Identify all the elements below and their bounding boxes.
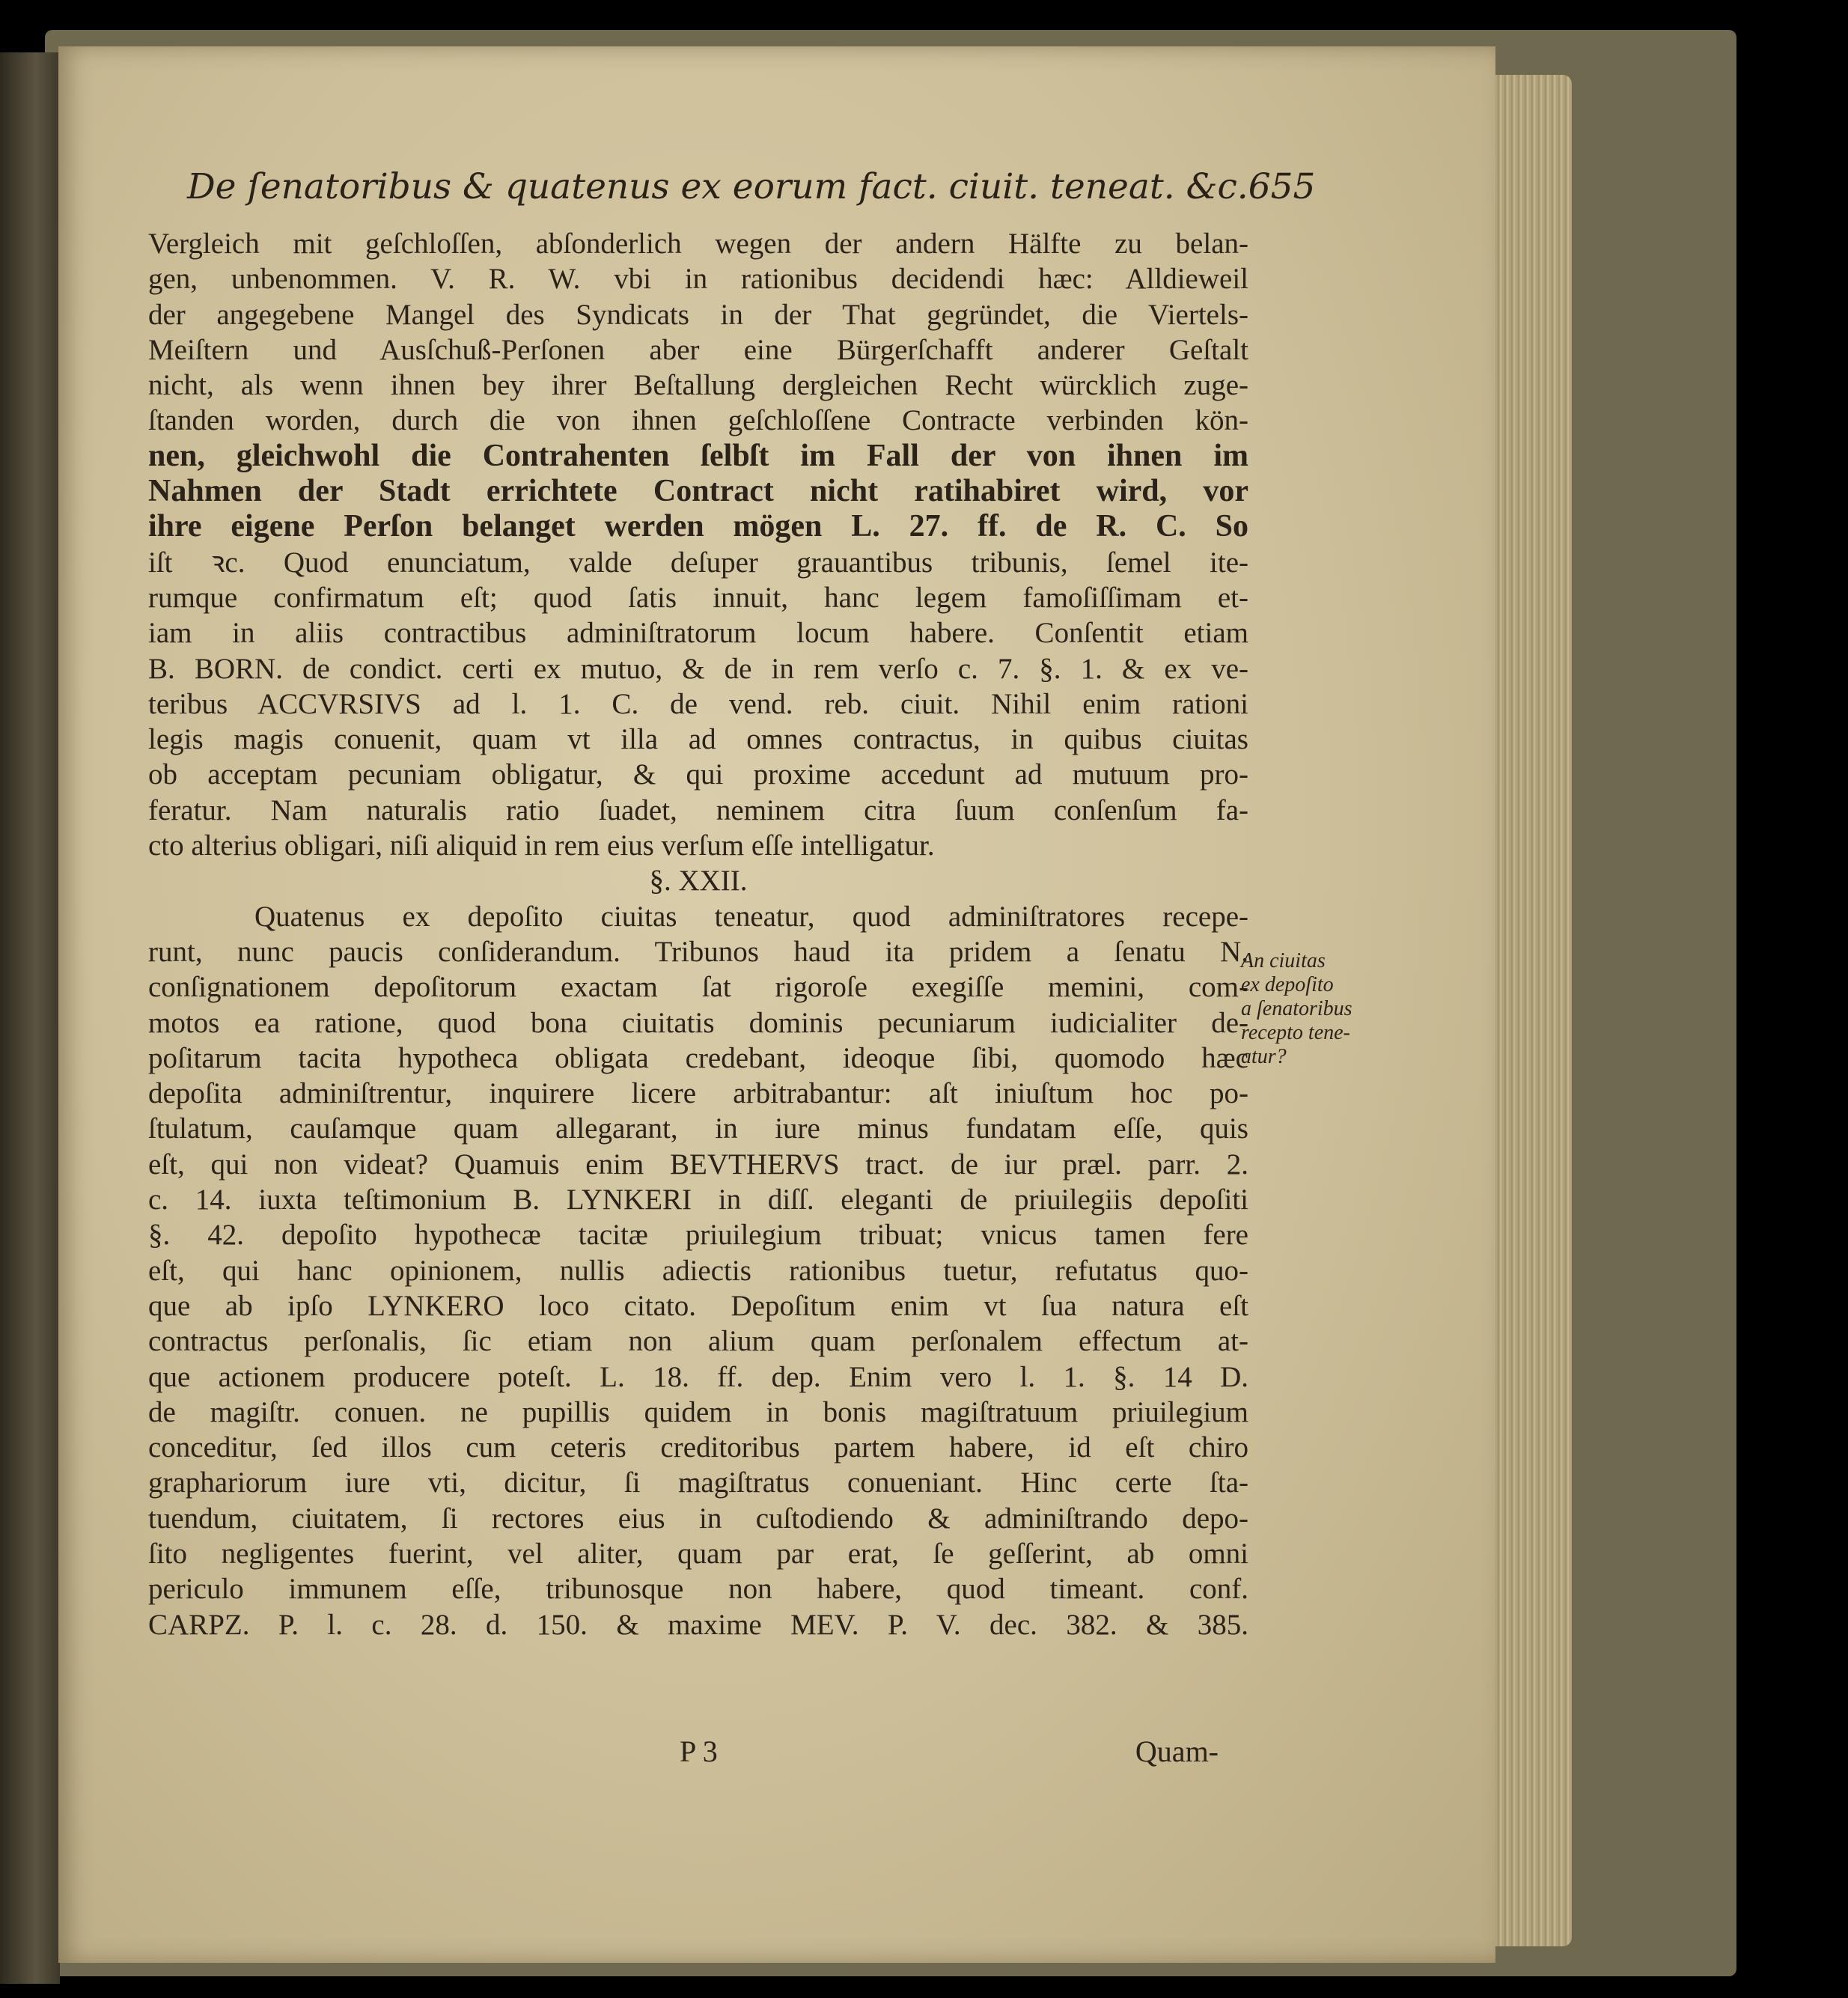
text-line: depoſita adminiſtrentur, inquirere licere arbitrabantur: aſt iniuſtum hoc po- — [148, 1077, 1248, 1110]
text-line: tuendum, ciuitatem, ſi rectores eius in cuſtodiendo & adminiſtrando depo- — [148, 1502, 1248, 1535]
text-line: poſitarum tacita hypotheca obligata credebant, ideoque ſibi, quomodo hæc — [148, 1041, 1248, 1074]
catchword: Quam- — [1135, 1734, 1219, 1768]
text-line: contractus perſonalis, ſic etiam non alium quam perſonalem effectum at- — [148, 1325, 1248, 1358]
text-line: conſignationem depoſitorum exactam ſat rigoroſe exegiſſe memini, com- — [148, 971, 1248, 1004]
text-line: legis magis conuenit, quam vt illa ad omnes contractus, in quibus ciuitas — [148, 723, 1248, 756]
marginal-note-line: a ſenatoribus — [1241, 997, 1353, 1020]
text-line: gen, unbenommen. V. R. W. vbi in rationibus decidendi hæc: Alldieweil — [148, 263, 1248, 296]
text-line: nen, gleichwohl die Contrahenten ſelbſt im Fall der von ihnen im — [148, 438, 1248, 473]
text-line: der angegebene Mangel des Syndicats in der That gegründet, die Viertels- — [148, 298, 1248, 331]
text-line: de magiſtr. conuen. ne pupillis quidem in bonis magiſtratuum priuilegium — [148, 1395, 1248, 1428]
text-line: ob acceptam pecuniam obligatur, & qui proxime accedunt ad mutuum pro- — [148, 758, 1248, 791]
text-line: periculo immunem eſſe, tribunosque non habere, quod timeant. conf. — [148, 1573, 1248, 1606]
text-line: CARPZ. P. l. c. 28. d. 150. & maxime MEV. P. V. dec. 382. & 385. — [148, 1608, 1248, 1641]
text-line: que ab ipſo LYNKERO loco citato. Depoſitum enim vt ſua natura eſt — [148, 1289, 1248, 1322]
text-line: conceditur, ſed illos cum ceteris creditoribus partem habere, id eſt chiro — [148, 1431, 1248, 1464]
text-line: eſt, qui non videat? Quamuis enim BEVTHERVS tract. de iur præl. parr. 2. — [148, 1148, 1248, 1181]
text-line: Vergleich mit geſchloſſen, abſonderlich wegen der andern Hälfte zu belan- — [148, 228, 1248, 260]
text-line: ſtanden worden, durch die von ihnen geſchloſſene Contracte verbinden kön- — [148, 404, 1248, 437]
scan-background — [1736, 0, 1848, 1998]
text-line: §. 42. depoſito hypothecæ tacitæ priuilegium tribuat; vnicus tamen fere — [148, 1219, 1248, 1252]
text-line: ſito negligentes fuerint, vel aliter, quam par erat, ſe geſſerint, ab omni — [148, 1537, 1248, 1570]
marginal-note-line: recepto tene- — [1241, 1021, 1350, 1044]
page-number: 655 — [1248, 166, 1316, 207]
text-line: eſt, qui hanc opinionem, nullis adiectis rationibus tuetur, refutatus quo- — [148, 1254, 1248, 1287]
text-line: teribus ACCVRSIVS ad l. 1. C. de vend. reb. ciuit. Nihil enim rationi — [148, 687, 1248, 720]
text-line: ihre eigene Perſon belanget werden mögen L. 27. ff. de R. C. So — [148, 509, 1248, 544]
text-line: rumque confirmatum eſt; quod ſatis innuit, hanc legem famoſiſſimam et- — [148, 581, 1248, 614]
marginal-note-line: ex depoſito — [1241, 973, 1334, 996]
text-line: §. XXII. — [649, 865, 748, 898]
running-head-title: De ſenatoribus & quatenus ex eorum fact. ciuit. teneat. &c. — [187, 166, 1248, 207]
marginal-note-line: An ciuitas — [1241, 949, 1326, 972]
text-line: graphariorum iure vti, dicitur, ſi magiſtratus conueniant. Hinc certe ſta- — [148, 1466, 1248, 1499]
marginal-note-line: atur? — [1241, 1045, 1287, 1068]
text-line: B. BORN. de condict. certi ex mutuo, & de in rem verſo c. 7. §. 1. & ex ve- — [148, 652, 1248, 685]
text-line: Nahmen der Stadt errichtete Contract nicht ratihabiret wird, vor — [148, 474, 1248, 509]
text-line: iam in aliis contractibus adminiſtratorum locum habere. Conſentit etiam — [148, 617, 1248, 650]
text-line: motos ea ratione, quod bona ciuitatis dominis pecuniarum iudicialiter de- — [148, 1006, 1248, 1039]
page-stack-edges — [1489, 75, 1572, 1946]
signature-mark: P 3 — [680, 1734, 718, 1768]
text-line: Quatenus ex depoſito ciuitas teneatur, quod adminiſtratores recepe- — [254, 900, 1248, 933]
text-line: feratur. Nam naturalis ratio ſuadet, neminem citra ſuum conſenſum fa- — [148, 794, 1248, 826]
marginal-note — [1241, 949, 1391, 1069]
text-line: cto alterius obligari, niſi aliquid in rem eius verſum eſſe intelligatur. — [148, 829, 935, 862]
text-line: que actionem producere poteſt. L. 18. ff. dep. Enim vero l. 1. §. 14 D. — [148, 1360, 1248, 1393]
text-line: Meiſtern und Ausſchuß-Perſonen aber eine Bürgerſchafft anderer Geſtalt — [148, 333, 1248, 366]
text-line: nicht, als wenn ihnen bey ihrer Beſtallung dergleichen Recht würcklich zuge- — [148, 369, 1248, 402]
text-line: runt, nunc paucis conſiderandum. Tribunos haud ita pridem a ſenatu N. — [148, 935, 1248, 968]
text-line: iſt ꝛc. Quod enunciatum, valde deſuper grauantibus tribunis, ſemel ite- — [148, 546, 1248, 579]
previous-page-edge — [0, 52, 60, 1984]
text-line: ſtulatum, cauſamque quam allegarant, in iure minus fundatam eſſe, quis — [148, 1112, 1248, 1145]
running-head — [187, 166, 1316, 207]
text-line: c. 14. iuxta teſtimonium B. LYNKERI in diſſ. eleganti de priuilegiis depoſiti — [148, 1184, 1248, 1216]
body-text — [148, 226, 1248, 1642]
